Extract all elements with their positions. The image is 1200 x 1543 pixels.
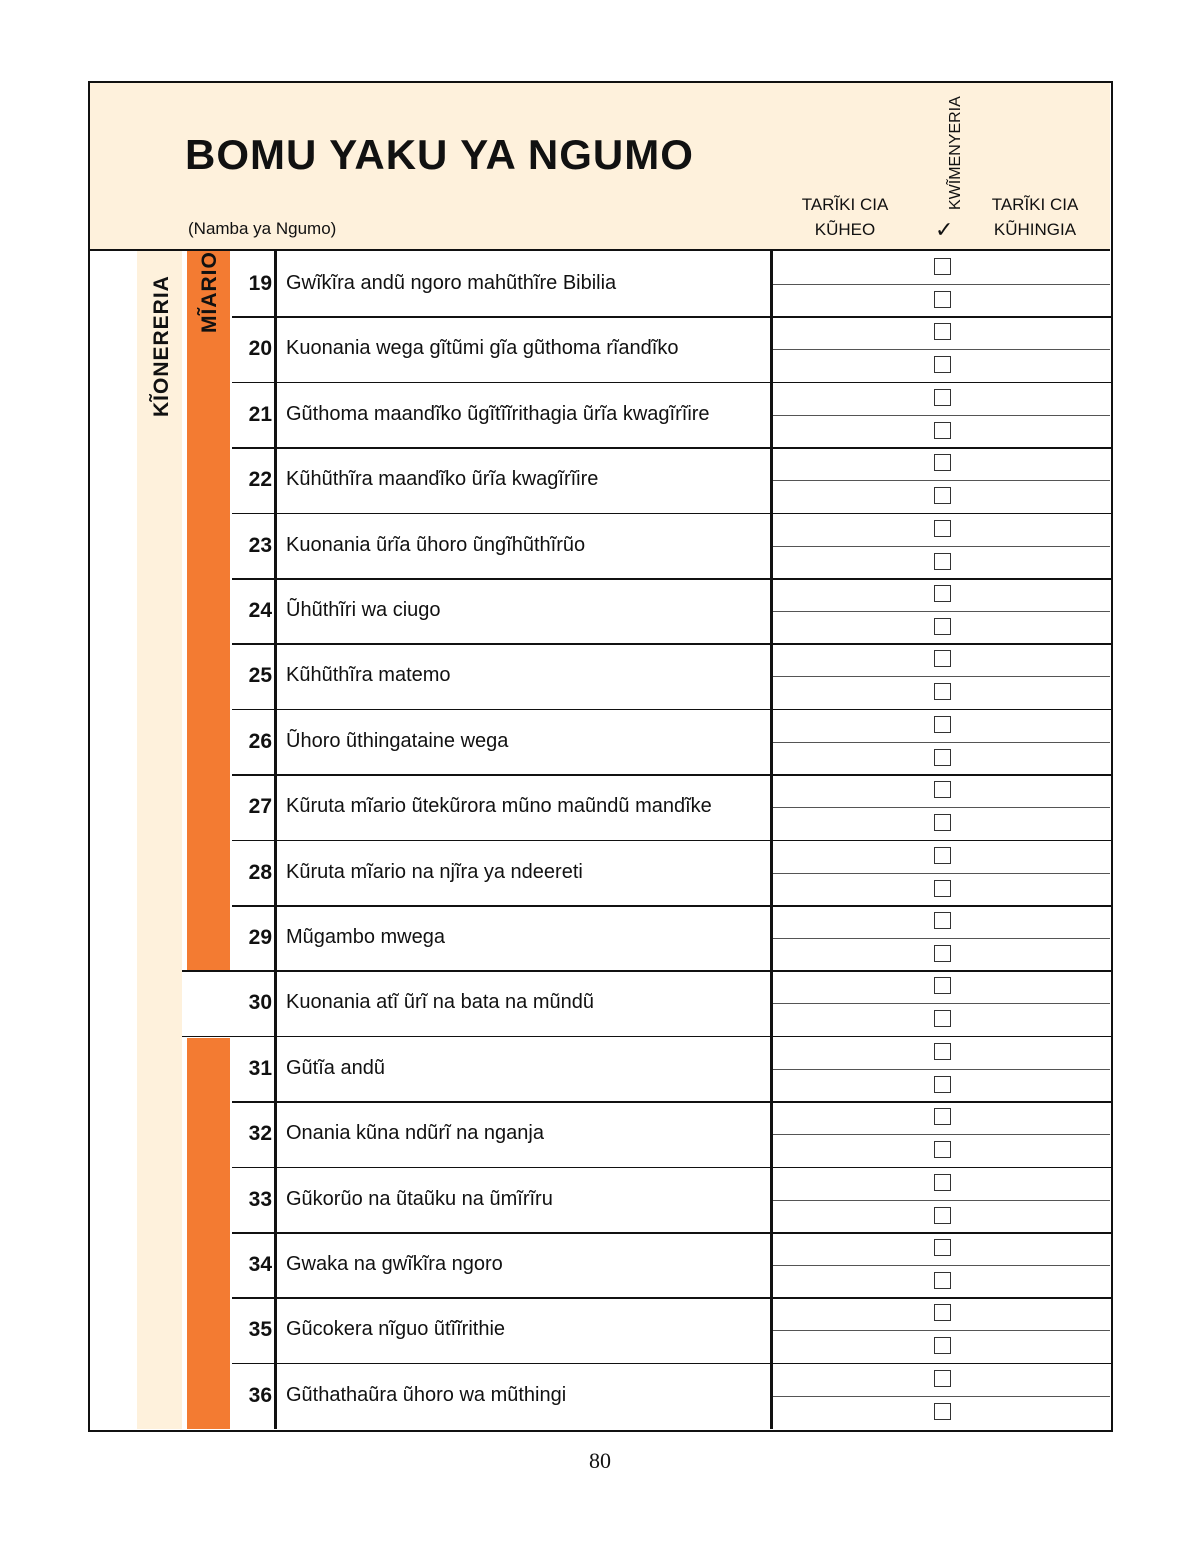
- completed-checkbox-second[interactable]: [934, 749, 951, 766]
- lesson-row: [232, 1297, 1112, 1362]
- row-split-line: [770, 1003, 1110, 1004]
- lesson-title: Kuonania wega gĩtũmi gĩa gũthoma rĩandĩko: [286, 337, 679, 360]
- lesson-row: [232, 251, 1112, 316]
- lesson-number: 36: [248, 1383, 272, 1407]
- lesson-row: [232, 970, 1112, 1035]
- date-given-header: TARĨKI CIA KŨHEO: [801, 195, 889, 239]
- completed-checkbox-first[interactable]: [934, 454, 951, 471]
- lesson-title: Kũruta mĩario ũtekũrora mũno maũndũ mandĩke: [286, 795, 712, 818]
- lesson-title: Ũhoro ũthingataine wega: [286, 729, 509, 752]
- lesson-number: 23: [248, 533, 272, 557]
- completed-checkbox-first[interactable]: [934, 258, 951, 275]
- completed-checkbox-second[interactable]: [934, 814, 951, 831]
- completed-checkbox-first[interactable]: [934, 1043, 951, 1060]
- lesson-number: 22: [248, 468, 272, 492]
- completed-checkbox-first[interactable]: [934, 650, 951, 667]
- kionereria-label: KĨONERERIA: [150, 275, 173, 417]
- row-divider: [232, 643, 1112, 645]
- completed-checkbox-second[interactable]: [934, 1337, 951, 1354]
- row-divider: [232, 513, 1112, 515]
- completed-checkbox-first[interactable]: [934, 847, 951, 864]
- row-split-line: [770, 546, 1110, 547]
- miario-band-bottom: [187, 1038, 230, 1429]
- completed-checkbox-second[interactable]: [934, 422, 951, 439]
- lesson-title: Kũhũthĩra maandĩko ũrĩa kwagĩrĩire: [286, 468, 599, 491]
- lesson-number: 26: [248, 729, 272, 753]
- lesson-row: [232, 1363, 1112, 1428]
- row-split-line: [770, 284, 1110, 285]
- lesson-number: 30: [248, 991, 272, 1015]
- lesson-title: Gũtĩa andũ: [286, 1056, 385, 1079]
- row-split-line: [770, 415, 1110, 416]
- row-split-line: [770, 1200, 1110, 1201]
- lesson-row: [232, 709, 1112, 774]
- lesson-row: [232, 1232, 1112, 1297]
- lesson-number: 35: [248, 1318, 272, 1342]
- lesson-row: [232, 1167, 1112, 1232]
- lesson-row: [232, 578, 1112, 643]
- row-divider: [232, 1167, 1112, 1169]
- row-split-line: [770, 611, 1110, 612]
- lesson-number: 33: [248, 1187, 272, 1211]
- completed-checkbox-second[interactable]: [934, 1403, 951, 1420]
- completed-checkbox-first[interactable]: [934, 716, 951, 733]
- lesson-title: Ũhũthĩri wa ciugo: [286, 599, 441, 621]
- completed-checkbox-first[interactable]: [934, 1239, 951, 1256]
- lesson-title: Kuonania ũrĩa ũhoro ũngĩhũthĩrũo: [286, 533, 586, 556]
- completed-checkbox-second[interactable]: [934, 1141, 951, 1158]
- completed-checkbox-first[interactable]: [934, 1304, 951, 1321]
- lesson-title: Gwaka na gwĩkĩra ngoro: [286, 1253, 503, 1275]
- kionereria-band: [137, 251, 182, 1429]
- completed-checkbox-second[interactable]: [934, 683, 951, 700]
- lesson-title: Gũkorũo na ũtaũku na ũmĩrĩru: [286, 1187, 553, 1210]
- lesson-row: [232, 513, 1112, 578]
- lesson-title: Kũruta mĩario na njĩra ya ndeereti: [286, 860, 583, 883]
- completed-checkbox-first[interactable]: [934, 585, 951, 602]
- date-completed-header: TARĨKI CIA KŨHINGIA: [991, 195, 1079, 239]
- row-split-line: [770, 807, 1110, 808]
- row-divider: [232, 774, 1112, 776]
- lesson-row: [232, 447, 1112, 512]
- lesson-title: Kũhũthĩra matemo: [286, 664, 451, 687]
- lesson-row: [232, 774, 1112, 839]
- row-divider: [232, 905, 1112, 907]
- lesson-title: Mũgambo mwega: [286, 926, 445, 948]
- completed-checkbox-second[interactable]: [934, 1207, 951, 1224]
- completed-checkbox-first[interactable]: [934, 389, 951, 406]
- completed-checkbox-first[interactable]: [934, 1108, 951, 1125]
- lesson-number: 28: [248, 860, 272, 884]
- row-split-line: [770, 742, 1110, 743]
- row-divider: [232, 840, 1112, 842]
- completed-checkbox-first[interactable]: [934, 781, 951, 798]
- row-split-line: [770, 873, 1110, 874]
- completed-checkbox-second[interactable]: [934, 880, 951, 897]
- completed-checkbox-first[interactable]: [934, 912, 951, 929]
- row-split-line: [770, 349, 1110, 350]
- miario-label: MĨARIO: [198, 251, 221, 333]
- row-split-line: [770, 1396, 1110, 1397]
- row-divider: [232, 447, 1112, 449]
- form-header: [90, 83, 1110, 251]
- checkmark-icon: ✓: [935, 217, 954, 242]
- lesson-title: Onania kũna ndũrĩ na nganja: [286, 1122, 544, 1145]
- completed-checkbox-second[interactable]: [934, 1076, 951, 1093]
- completed-checkbox-second[interactable]: [934, 553, 951, 570]
- lesson-number: 25: [248, 664, 272, 688]
- row-split-line: [770, 1265, 1110, 1266]
- completed-checkbox-first[interactable]: [934, 977, 951, 994]
- lesson-row: [232, 840, 1112, 905]
- miario-band-top: [187, 251, 230, 971]
- completed-checkbox-second[interactable]: [934, 1010, 951, 1027]
- lesson-row: [232, 643, 1112, 708]
- lesson-number: 24: [248, 599, 272, 622]
- lesson-number: 31: [248, 1056, 272, 1080]
- completed-checkbox-second[interactable]: [934, 356, 951, 373]
- form-number-label: (Namba ya Ngumo): [188, 219, 337, 238]
- row-divider: [232, 316, 1112, 318]
- completed-header: KWĨMENYERIA: [947, 96, 964, 210]
- lesson-title: Gũthoma maandĩko ũgĩtĩĩrithagia ũrĩa kwagĩrĩire: [286, 402, 710, 425]
- completed-checkbox-first[interactable]: [934, 323, 951, 340]
- completed-checkbox-second[interactable]: [934, 487, 951, 504]
- row-divider: [232, 1363, 1112, 1365]
- completed-checkbox-second[interactable]: [934, 618, 951, 635]
- row-split-line: [770, 938, 1110, 939]
- lesson-title: Kuonania atĩ ũrĩ na bata na mũndũ: [286, 991, 595, 1014]
- lesson-number: 29: [248, 926, 272, 949]
- page-number: 80: [589, 1448, 611, 1473]
- lesson-number: 27: [248, 795, 272, 819]
- row-divider: [232, 1232, 1112, 1234]
- completed-checkbox-first[interactable]: [934, 1174, 951, 1191]
- column-divider: [770, 251, 773, 1429]
- page-title: BOMU YAKU YA NGUMO: [185, 131, 694, 178]
- row-divider: [232, 382, 1112, 384]
- row-divider: [182, 970, 1112, 972]
- lesson-title: Gwĩkĩra andũ ngoro mahũthĩre Bibilia: [286, 272, 617, 294]
- row-divider: [232, 1297, 1112, 1299]
- completed-checkbox-first[interactable]: [934, 1370, 951, 1387]
- lesson-row: [232, 316, 1112, 381]
- lesson-number: 21: [248, 402, 272, 426]
- row-split-line: [770, 480, 1110, 481]
- lesson-row: [232, 905, 1112, 970]
- number-divider: [274, 251, 277, 1429]
- counsel-form: [88, 81, 1113, 1432]
- completed-checkbox-second[interactable]: [934, 1272, 951, 1289]
- lesson-title: Gũthathaũra ũhoro wa mũthingi: [286, 1383, 567, 1406]
- lesson-row: [232, 1101, 1112, 1166]
- row-split-line: [770, 1330, 1110, 1331]
- row-divider: [182, 1036, 1112, 1038]
- lesson-number: 20: [248, 337, 272, 361]
- row-split-line: [770, 1069, 1110, 1070]
- lesson-row: [232, 1036, 1112, 1101]
- row-split-line: [770, 1134, 1110, 1135]
- lesson-number: 32: [248, 1122, 272, 1146]
- completed-checkbox-first[interactable]: [934, 520, 951, 537]
- completed-checkbox-second[interactable]: [934, 291, 951, 308]
- completed-checkbox-second[interactable]: [934, 945, 951, 962]
- lesson-number: 34: [248, 1253, 272, 1276]
- lesson-title: Gũcokera nĩguo ũtĩĩrithie: [286, 1318, 506, 1341]
- row-divider: [232, 578, 1112, 580]
- row-divider: [232, 709, 1112, 711]
- row-divider: [232, 1101, 1112, 1103]
- lesson-number: 19: [248, 272, 272, 295]
- row-split-line: [770, 676, 1110, 677]
- lesson-row: [232, 382, 1112, 447]
